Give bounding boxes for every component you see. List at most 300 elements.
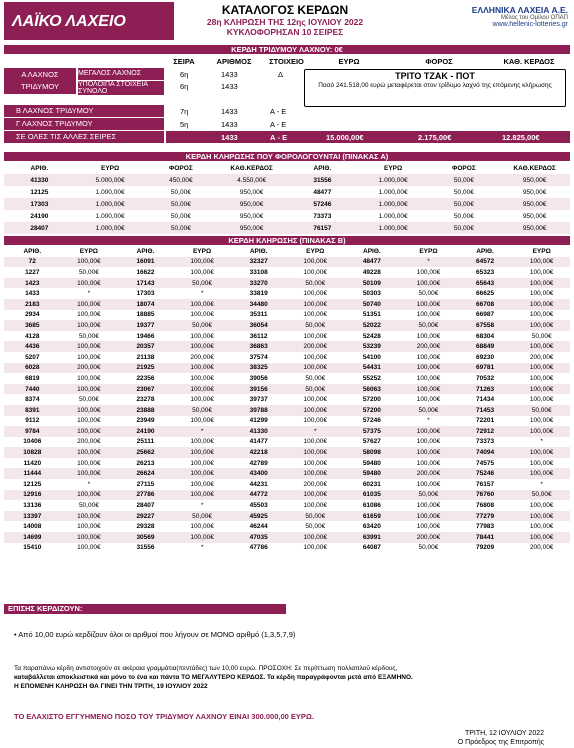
table-cell: 100,00€ (416, 353, 441, 361)
table-cell: 100,00€ (174, 341, 231, 352)
info-line-1: Τα παραπάνω κέρδη αντιστοιχούν σε ακέραια γραμμάτια(πεντάδες) των 10,00 ευρώ. ΠΡΟΣΟΧΗ: Σε περίπτωση πολλαπλού κέρδους, (14, 665, 398, 672)
table-cell: 36863 (230, 341, 287, 352)
table-cell: 26624 (117, 468, 174, 479)
table-cell: 200,00€ (77, 438, 101, 446)
table-cell: 50,00€ (513, 490, 570, 501)
table-cell: 14699 (4, 532, 61, 543)
table-cell: 950,00€ (239, 212, 264, 220)
table-cell: 100,00€ (513, 320, 570, 331)
table-cell: 11420 (23, 459, 42, 467)
info-line-3: Η ΕΠΟΜΕΝΗ ΚΛΗΡΩΣΗ ΘΑ ΓΙΝΕΙ ΤΗΝ ΤΡΙΤΗ, 19 ΙΟΥΛΙΟΥ 2022 (14, 683, 208, 690)
table-cell: 6819 (25, 374, 40, 382)
table-cell: 100,00€ (513, 278, 570, 289)
table-cell: 50740 (344, 299, 401, 310)
table-cell: 1433 (25, 290, 40, 298)
table-b-col-header: ΕΥΡΩ (79, 247, 98, 255)
table-cell: 100,00€ (190, 480, 214, 488)
table-cell: 50,00€ (513, 405, 570, 416)
table-cell: * (427, 417, 430, 425)
col-tax: ΦΟΡΟΣ (425, 57, 453, 66)
table-cell: 31556 (136, 544, 155, 552)
table-cell: 39788 (230, 405, 287, 416)
table-cell: 50,00€ (174, 278, 231, 289)
table-cell: 64087 (362, 544, 381, 552)
table-cell: 100,00€ (303, 353, 328, 361)
table-row (4, 278, 570, 289)
table-cell: 50,00€ (170, 212, 191, 220)
table-cell: 74575 (476, 459, 495, 467)
table-cell: 72 (4, 257, 61, 268)
table-cell: 1.000,00€ (95, 212, 125, 220)
table-cell: 59480 (344, 468, 401, 479)
table-cell: 50,00€ (78, 396, 99, 404)
table-cell: 100,00€ (400, 447, 457, 458)
table-cell: 50,00€ (287, 278, 344, 289)
table-cell: 19466 (136, 332, 155, 340)
table-cell: 31556 (287, 174, 358, 186)
table-row (4, 320, 570, 331)
table-cell: 19377 (117, 320, 174, 331)
table-cell: 10406 (23, 438, 42, 446)
table-cell: 2934 (25, 311, 40, 319)
table-cell: 47786 (249, 544, 268, 552)
table-row (4, 447, 570, 458)
table-row (4, 210, 570, 222)
a2-seira: 6η (180, 82, 189, 91)
table-cell: 100,00€ (174, 384, 231, 395)
table-cell: 8391 (4, 405, 61, 416)
table-cell: 200,00€ (529, 353, 554, 361)
table-cell: 27786 (117, 490, 174, 501)
table-cell: 100,00€ (61, 278, 118, 289)
table-row (4, 394, 570, 405)
table-cell: 100,00€ (61, 341, 118, 352)
table-b-col-header: ΕΥΡΩ (306, 247, 325, 255)
table-row (4, 500, 570, 511)
table-cell: 61086 (362, 502, 381, 510)
brand-tagline: Μέλος του Ομίλου ΟΠΑΠ (500, 15, 568, 21)
big-lot-label: ΜΕΓΑΛΟΣ ΛΑΧΝΟΣ (78, 68, 164, 80)
table-cell: 100,00€ (529, 374, 554, 382)
table-row (4, 511, 570, 522)
table-cell: 50,00€ (287, 511, 344, 522)
table-cell: 70532 (476, 374, 495, 382)
table-cell: 1.000,00€ (358, 198, 429, 210)
extra-bar: ΕΠΙΣΗΣ ΚΕΡΔΙΖΟΥΝ: (4, 604, 286, 614)
table-cell: 64572 (457, 257, 514, 268)
table-cell: 72912 (457, 426, 514, 437)
table-cell: 25662 (117, 447, 174, 458)
table-cell: 17143 (117, 278, 174, 289)
table-cell: 49228 (362, 268, 381, 276)
table-cell: 100,00€ (174, 299, 231, 310)
table-cell: 50,00€ (400, 320, 457, 331)
table-cell: 950,00€ (216, 198, 287, 210)
a2-number: 1433 (221, 82, 238, 91)
table-cell: 100,00€ (61, 511, 118, 522)
table-cell: 100,00€ (287, 468, 344, 479)
table-cell: 77279 (457, 511, 514, 522)
table-cell: 22356 (136, 374, 155, 382)
table-cell: 1.000,00€ (358, 174, 429, 186)
table-cell: 52022 (344, 320, 401, 331)
table-cell: 50109 (344, 278, 401, 289)
table-cell: 37574 (249, 353, 268, 361)
table-cell: 54431 (344, 363, 401, 374)
table-cell: 100,00€ (77, 417, 101, 425)
table-cell: 100,00€ (190, 311, 214, 319)
jackpot-box (304, 69, 566, 107)
table-cell: 74094 (457, 447, 514, 458)
table-cell: 100,00€ (416, 268, 441, 276)
table-cell: 61659 (344, 511, 401, 522)
table-cell: 100,00€ (190, 374, 214, 382)
table-cell: 100,00€ (529, 459, 554, 467)
table-cell: 100,00€ (287, 405, 344, 416)
table-cell: 100,00€ (303, 502, 328, 510)
table-cell: 68849 (457, 341, 514, 352)
table-cell: 100,00€ (174, 257, 231, 268)
table-row (4, 363, 570, 374)
table-cell: 100,00€ (77, 544, 101, 552)
table-cell: 100,00€ (513, 363, 570, 374)
table-row (4, 299, 570, 310)
table-cell: 39156 (230, 384, 287, 395)
table-cell: 50,00€ (418, 290, 439, 298)
taxable-table (4, 162, 570, 234)
table-cell: 26213 (136, 459, 155, 467)
table-cell: 100,00€ (77, 311, 101, 319)
table-cell: 21925 (117, 363, 174, 374)
table-cell: * (540, 480, 543, 488)
table-cell: 100,00€ (77, 523, 101, 531)
table-cell: 76157 (287, 222, 358, 234)
table-cell: 52428 (362, 332, 381, 340)
table-cell: 58098 (344, 447, 401, 458)
table-b-col-header: ΑΡΙΘ. (249, 247, 268, 255)
table-cell: 100,00€ (303, 459, 328, 467)
table-cell: 11444 (4, 468, 61, 479)
table-cell: 100,00€ (529, 417, 554, 425)
table-cell: 50,00€ (78, 268, 99, 276)
table-cell: 63420 (362, 523, 381, 531)
table-cell: 73373 (476, 438, 495, 446)
table-cell: 6028 (4, 363, 61, 374)
table-cell: 56063 (344, 384, 401, 395)
table-cell: 75246 (457, 468, 514, 479)
table-cell: 100,00€ (61, 320, 118, 331)
taxable-col-header: ΚΑΘ.ΚΕΡΔΟΣ (230, 164, 273, 172)
table-cell: 39737 (249, 396, 268, 404)
brand-url[interactable]: www.hellenic-lotteries.gr (492, 21, 568, 28)
table-cell: 100,00€ (77, 374, 101, 382)
table-b-col-header: ΑΡΙΘ. (136, 247, 155, 255)
table-cell: 28407 (136, 502, 155, 510)
table-cell: 29227 (117, 511, 174, 522)
table-cell: 2183 (4, 299, 61, 310)
table-cell: 18885 (136, 311, 155, 319)
table-cell: 1.000,00€ (358, 222, 429, 234)
table-row (4, 426, 570, 437)
col-net: ΚΑΘ. ΚΕΡΔΟΣ (503, 57, 555, 66)
triple-bar: ΚΕΡΔΗ ΤΡΙΔΥΜΟΥ ΛΑΧΝΟΥ: 0€ (4, 45, 570, 54)
table-row (4, 490, 570, 501)
table-cell: 76808 (476, 502, 495, 510)
table-cell: 50,00€ (453, 212, 474, 220)
table-cell: 950,00€ (499, 198, 570, 210)
table-row (4, 405, 570, 416)
table-cell: 1.000,00€ (378, 188, 408, 196)
table-cell: 200,00€ (400, 341, 457, 352)
table-cell: 61035 (344, 490, 401, 501)
table-cell: 57246 (362, 417, 381, 425)
table-cell: 42789 (249, 459, 268, 467)
table-cell: 50,00€ (170, 188, 191, 196)
table-cell: 100,00€ (303, 268, 328, 276)
table-cell: 200,00€ (287, 341, 344, 352)
taxable-col-header: ΦΟΡΟΣ (169, 164, 193, 172)
table-row (4, 416, 570, 427)
table-cell: 100,00€ (303, 396, 328, 404)
taxable-col-header: ΑΡΙΘ. (313, 164, 332, 172)
table-row (4, 331, 570, 342)
table-cell: 1.000,00€ (378, 212, 408, 220)
table-cell: 100,00€ (190, 417, 214, 425)
table-cell: 65643 (457, 278, 514, 289)
b-seira: 7η (180, 107, 189, 116)
table-b-col-header: ΕΥΡΩ (532, 247, 551, 255)
table-cell: 100,00€ (529, 396, 554, 404)
table-cell: 71453 (457, 405, 514, 416)
table-cell: 18074 (117, 299, 174, 310)
table-cell: 100,00€ (174, 468, 231, 479)
table-cell: 200,00€ (303, 480, 328, 488)
table-cell: 50,00€ (146, 198, 217, 210)
table-cell: 950,00€ (216, 222, 287, 234)
table-row (4, 458, 570, 469)
table-cell: 50,00€ (418, 544, 439, 552)
table-row (4, 437, 570, 448)
table-cell: * (87, 290, 91, 298)
table-cell: 100,00€ (416, 480, 441, 488)
table-cell: 950,00€ (239, 188, 264, 196)
table-cell: 100,00€ (513, 341, 570, 352)
table-cell: 100,00€ (190, 523, 214, 531)
table-cell: 23067 (117, 384, 174, 395)
table-cell: 100,00€ (190, 396, 214, 404)
table-cell: 10828 (4, 447, 61, 458)
table-cell: 100,00€ (61, 257, 118, 268)
table-cell: 53239 (344, 341, 401, 352)
taxable-col-header: ΕΥΡΩ (101, 164, 120, 172)
title-block (180, 3, 390, 37)
table-cell: 1.000,00€ (95, 188, 125, 196)
table-cell: 54100 (362, 353, 381, 361)
table-cell: 42218 (230, 447, 287, 458)
table-cell: 100,00€ (287, 532, 344, 543)
table-cell: 35311 (249, 311, 268, 319)
table-cell: 100,00€ (416, 459, 441, 467)
table-cell: * (200, 544, 204, 552)
table-cell: 28407 (4, 222, 75, 234)
table-row (4, 543, 570, 554)
table-cell: 45925 (230, 511, 287, 522)
table-cell: 25111 (136, 438, 155, 446)
table-cell: 1227 (25, 268, 40, 276)
table-cell: 17303 (4, 198, 75, 210)
table-cell: 23278 (136, 396, 155, 404)
table-cell: 100,00€ (513, 532, 570, 543)
table-cell: 34480 (230, 299, 287, 310)
a1-element: Δ (278, 70, 284, 79)
table-cell: 29328 (136, 523, 155, 531)
table-cell: 16622 (136, 268, 155, 276)
table-cell: 100,00€ (174, 532, 231, 543)
table-cell: 450,00€ (146, 174, 217, 186)
table-cell: 44231 (249, 480, 268, 488)
table-cell: 41330 (230, 426, 287, 437)
table-cell: 950,00€ (499, 222, 570, 234)
table-cell: 50,00€ (78, 502, 99, 510)
table-cell: 3685 (4, 320, 61, 331)
series-subtitle: ΚΥΚΛΟΦΟΡΗΣΑΝ 10 ΣΕΙΡΕΣ (226, 27, 344, 37)
table-cell: * (200, 290, 204, 298)
table-cell: 100,00€ (529, 290, 554, 298)
table-cell: 65323 (476, 268, 495, 276)
table-cell: 66708 (457, 299, 514, 310)
table-row (4, 198, 570, 210)
info-text (14, 664, 534, 691)
table-row (4, 267, 570, 278)
table-cell: 100,00€ (174, 490, 231, 501)
table-cell: 47035 (230, 532, 287, 543)
table-cell: 33108 (249, 268, 268, 276)
table-row (4, 257, 570, 268)
col-euro: ΕΥΡΩ (338, 57, 360, 66)
table-cell: 100,00€ (174, 363, 231, 374)
brand-name: ΕΛΛΗΝΙΚΑ ΛΑΧΕΙΑ Α.Ε. (471, 5, 568, 15)
table-cell: 17303 (136, 290, 155, 298)
b-number: 1433 (221, 107, 238, 116)
d-lot-label: ΣΕ ΟΛΕΣ ΤΙΣ ΑΛΛΕΣ ΣΕΙΡΕΣ (4, 131, 164, 143)
table-cell: 100,00€ (400, 278, 457, 289)
table-cell: 45503 (249, 502, 268, 510)
table-cell: 100,00€ (400, 363, 457, 374)
taxable-col-header: ΕΥΡΩ (384, 164, 403, 172)
table-cell: 100,00€ (287, 299, 344, 310)
table-cell: 100,00€ (529, 502, 554, 510)
table-row (4, 532, 570, 543)
table-cell: 100,00€ (513, 384, 570, 395)
table-cell: 100,00€ (513, 299, 570, 310)
table-row (4, 479, 570, 490)
table-cell: 67558 (457, 320, 514, 331)
table-cell: 100,00€ (513, 447, 570, 458)
table-cell: 68304 (476, 332, 495, 340)
table-cell: 50,00€ (287, 320, 344, 331)
table-cell: 100,00€ (416, 523, 441, 531)
table-cell: 50,00€ (174, 320, 231, 331)
table-cell: 100,00€ (61, 532, 118, 543)
c-element: Α - Ε (270, 120, 287, 129)
table-cell: 50,00€ (78, 332, 99, 340)
table-cell: 73373 (313, 212, 332, 220)
table-cell: 100,00€ (61, 405, 118, 416)
table-cell: 100,00€ (400, 511, 457, 522)
table-cell: 12125 (23, 480, 42, 488)
table-cell: 71263 (457, 384, 514, 395)
table-cell: 8374 (25, 396, 40, 404)
table-cell: 9112 (25, 417, 40, 425)
a1-number: 1433 (221, 70, 238, 79)
table-row (4, 373, 570, 384)
table-cell: 7440 (4, 384, 61, 395)
c-number: 1433 (221, 120, 238, 129)
table-row (4, 384, 570, 395)
a1-seira: 6η (180, 70, 189, 79)
table-row (4, 352, 570, 363)
table-cell: 100,00€ (400, 384, 457, 395)
table-cell: 100,00€ (400, 426, 457, 437)
table-cell: 16091 (117, 257, 174, 268)
b-lot-label: Β ΛΑΧΝΟΣ ΤΡΙΔΥΜΟΥ (4, 105, 164, 117)
a-lot-label: Α ΛΑΧΝΟΣ ΤΡΙΔΥΜΟΥ (4, 68, 76, 94)
table-cell: 23949 (136, 417, 155, 425)
table-cell: 100,00€ (513, 426, 570, 437)
d-euro: 15.000,00€ (326, 133, 364, 142)
signature-block (458, 729, 544, 747)
table-cell: 200,00€ (400, 532, 457, 543)
table-cell: 77983 (476, 523, 495, 531)
col-seira: ΣΕΙΡΑ (173, 57, 195, 66)
table-cell: 100,00€ (416, 311, 441, 319)
table-cell: 4128 (25, 332, 40, 340)
table-row (4, 288, 570, 299)
table-cell: 200,00€ (190, 353, 214, 361)
table-cell: 100,00€ (529, 268, 554, 276)
table-cell: 950,00€ (522, 188, 547, 196)
sign-date: ΤΡΙΤΗ, 12 ΙΟΥΛΙΟΥ 2022 (464, 730, 544, 737)
table-cell: 79209 (476, 544, 495, 552)
page-title: ΚΑΤΑΛΟΓΟΣ ΚΕΡΔΩΝ (221, 3, 349, 17)
d-net: 12.825,00€ (502, 133, 540, 142)
table-b-col-header: ΕΥΡΩ (192, 247, 212, 255)
table-cell: 100,00€ (287, 363, 344, 374)
table-cell: 69781 (457, 363, 514, 374)
min-pot-notice: ΤΟ ΕΛΑΧΙΣΤΟ ΕΓΓΥΗΜΕΝΟ ΠΟΣΟ ΤΟΥ ΤΡΙΔΥΜΟΥ ΛΑΧΝΟΥ ΕΙΝΑΙ 300.000,00 ΕΥΡΩ. (14, 712, 314, 721)
table-cell: 100,00€ (190, 332, 214, 340)
b-element: Α - Ε (270, 107, 287, 116)
table-cell: 100,00€ (303, 417, 328, 425)
table-cell: * (400, 257, 457, 268)
table-cell: 50,00€ (287, 384, 344, 395)
table-cell: 60231 (362, 480, 381, 488)
table-cell: 50,00€ (453, 188, 474, 196)
table-cell: 71434 (476, 396, 495, 404)
table-cell: 13136 (23, 502, 42, 510)
table-cell: 100,00€ (61, 468, 118, 479)
table-cell: 44772 (230, 490, 287, 501)
col-element: ΣΤΟΙΧΕΙΟ (269, 57, 304, 66)
table-cell: * (87, 480, 91, 488)
draw-subtitle: 28η ΚΛΗΡΩΣΗ ΤΗΣ 12ης ΙΟΥΛΙΟΥ 2022 (206, 17, 364, 27)
table-cell: 23888 (117, 405, 174, 416)
table-cell: 12125 (30, 188, 49, 196)
table-cell: 100,00€ (61, 490, 118, 501)
table-cell: 1.000,00€ (75, 222, 146, 234)
table-cell: 100,00€ (190, 268, 214, 276)
table-cell: 100,00€ (303, 332, 328, 340)
